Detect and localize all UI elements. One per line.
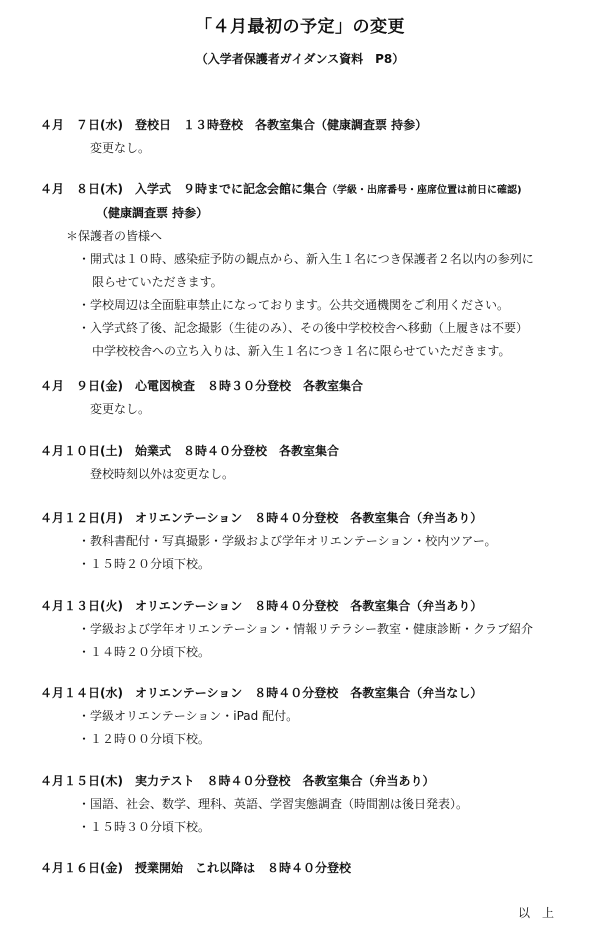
schedule-heading-main: ４月 ８日(木) 入学式 ９時までに記念会館に集合 <box>40 182 327 196</box>
schedule-heading: ４月１２日(月) オリエンテーション ８時４０分登校 各教室集合（弁当あり） <box>40 511 483 525</box>
schedule-heading: ４月１５日(木) 実力テスト ８時４０分登校 各教室集合（弁当あり） <box>40 774 435 788</box>
schedule-heading: ４月 ７日(水) 登校日 １３時登校 各教室集合（健康調査票 持参） <box>40 118 428 132</box>
bullet-item: ・１５時２０分頃下校。 <box>78 557 211 571</box>
schedule-note: 変更なし。 <box>90 402 151 416</box>
schedule-apr-16 <box>40 860 580 876</box>
bullet-item: ・学校周辺は全面駐車禁止になっております。公共交通機関をご利用ください。 <box>78 298 510 312</box>
schedule-apr-10 <box>40 443 580 482</box>
schedule-heading: ４月１０日(土) 始業式 ８時４０分登校 各教室集合 <box>40 444 339 458</box>
schedule-note: 変更なし。 <box>90 141 151 155</box>
schedule-apr-12 <box>40 510 580 572</box>
schedule-apr-07 <box>40 117 580 156</box>
schedule-heading <box>40 181 580 199</box>
schedule-requirement: （健康調査票 持参） <box>96 206 209 220</box>
schedule-apr-15 <box>40 773 580 835</box>
page-title: 「４月最初の予定」の変更 <box>195 17 405 37</box>
page-subtitle: （入学者保護者ガイダンス資料 P8） <box>195 52 405 66</box>
schedule-heading: ４月 ９日(金) 心電図検査 ８時３０分登校 各教室集合 <box>40 379 363 393</box>
bullet-item: ・開式は１０時、感染症予防の観点から、新入生１名につき保護者２名以内の参列に <box>78 252 534 266</box>
bullet-continuation: 限らせていただきます。 <box>92 275 223 289</box>
bullet-item: ・学級オリエンテーション・iPad 配付。 <box>78 709 299 723</box>
bullet-item: ・１２時００分頃下校。 <box>78 732 211 746</box>
bullet-item: ・入学式終了後、記念撮影（生徒のみ）、その後中学校校舎へ移動（上履きは不要） <box>78 321 529 335</box>
parents-note-heading: ＊保護者の皆様へ <box>66 229 163 243</box>
schedule-note: 登校時刻以外は変更なし。 <box>90 467 235 481</box>
schedule-apr-08 <box>40 181 580 359</box>
closing-mark: 以 上 <box>518 906 555 920</box>
schedule-heading: ４月１３日(火) オリエンテーション ８時４０分登校 各教室集合（弁当あり） <box>40 599 483 613</box>
bullet-item: ・国語、社会、数学、理科、英語、学習実態調査（時間割は後日発表）。 <box>78 797 469 811</box>
bullet-item: ・教科書配付・写真撮影・学級および学年オリエンテーション・校内ツアー。 <box>78 534 497 548</box>
schedule-apr-13 <box>40 598 580 660</box>
schedule-apr-09 <box>40 378 580 417</box>
schedule-heading-note: （学級・出席番号・座席位置は前日に確認) <box>326 185 522 196</box>
bullet-continuation: 中学校校舎への立ち入りは、新入生１名につき１名に限らせていただきます。 <box>92 344 511 358</box>
bullet-item: ・学級および学年オリエンテーション・情報リテラシー教室・健康診断・クラブ紹介 <box>78 622 534 636</box>
schedule-apr-14 <box>40 685 580 747</box>
bullet-item: ・１５時３０分頃下校。 <box>78 820 211 834</box>
schedule-heading: ４月１６日(金) 授業開始 これ以降は ８時４０分登校 <box>40 861 351 875</box>
schedule-heading: ４月１４日(水) オリエンテーション ８時４０分登校 各教室集合（弁当なし） <box>40 686 483 700</box>
bullet-item: ・１４時２０分頃下校。 <box>78 645 211 659</box>
